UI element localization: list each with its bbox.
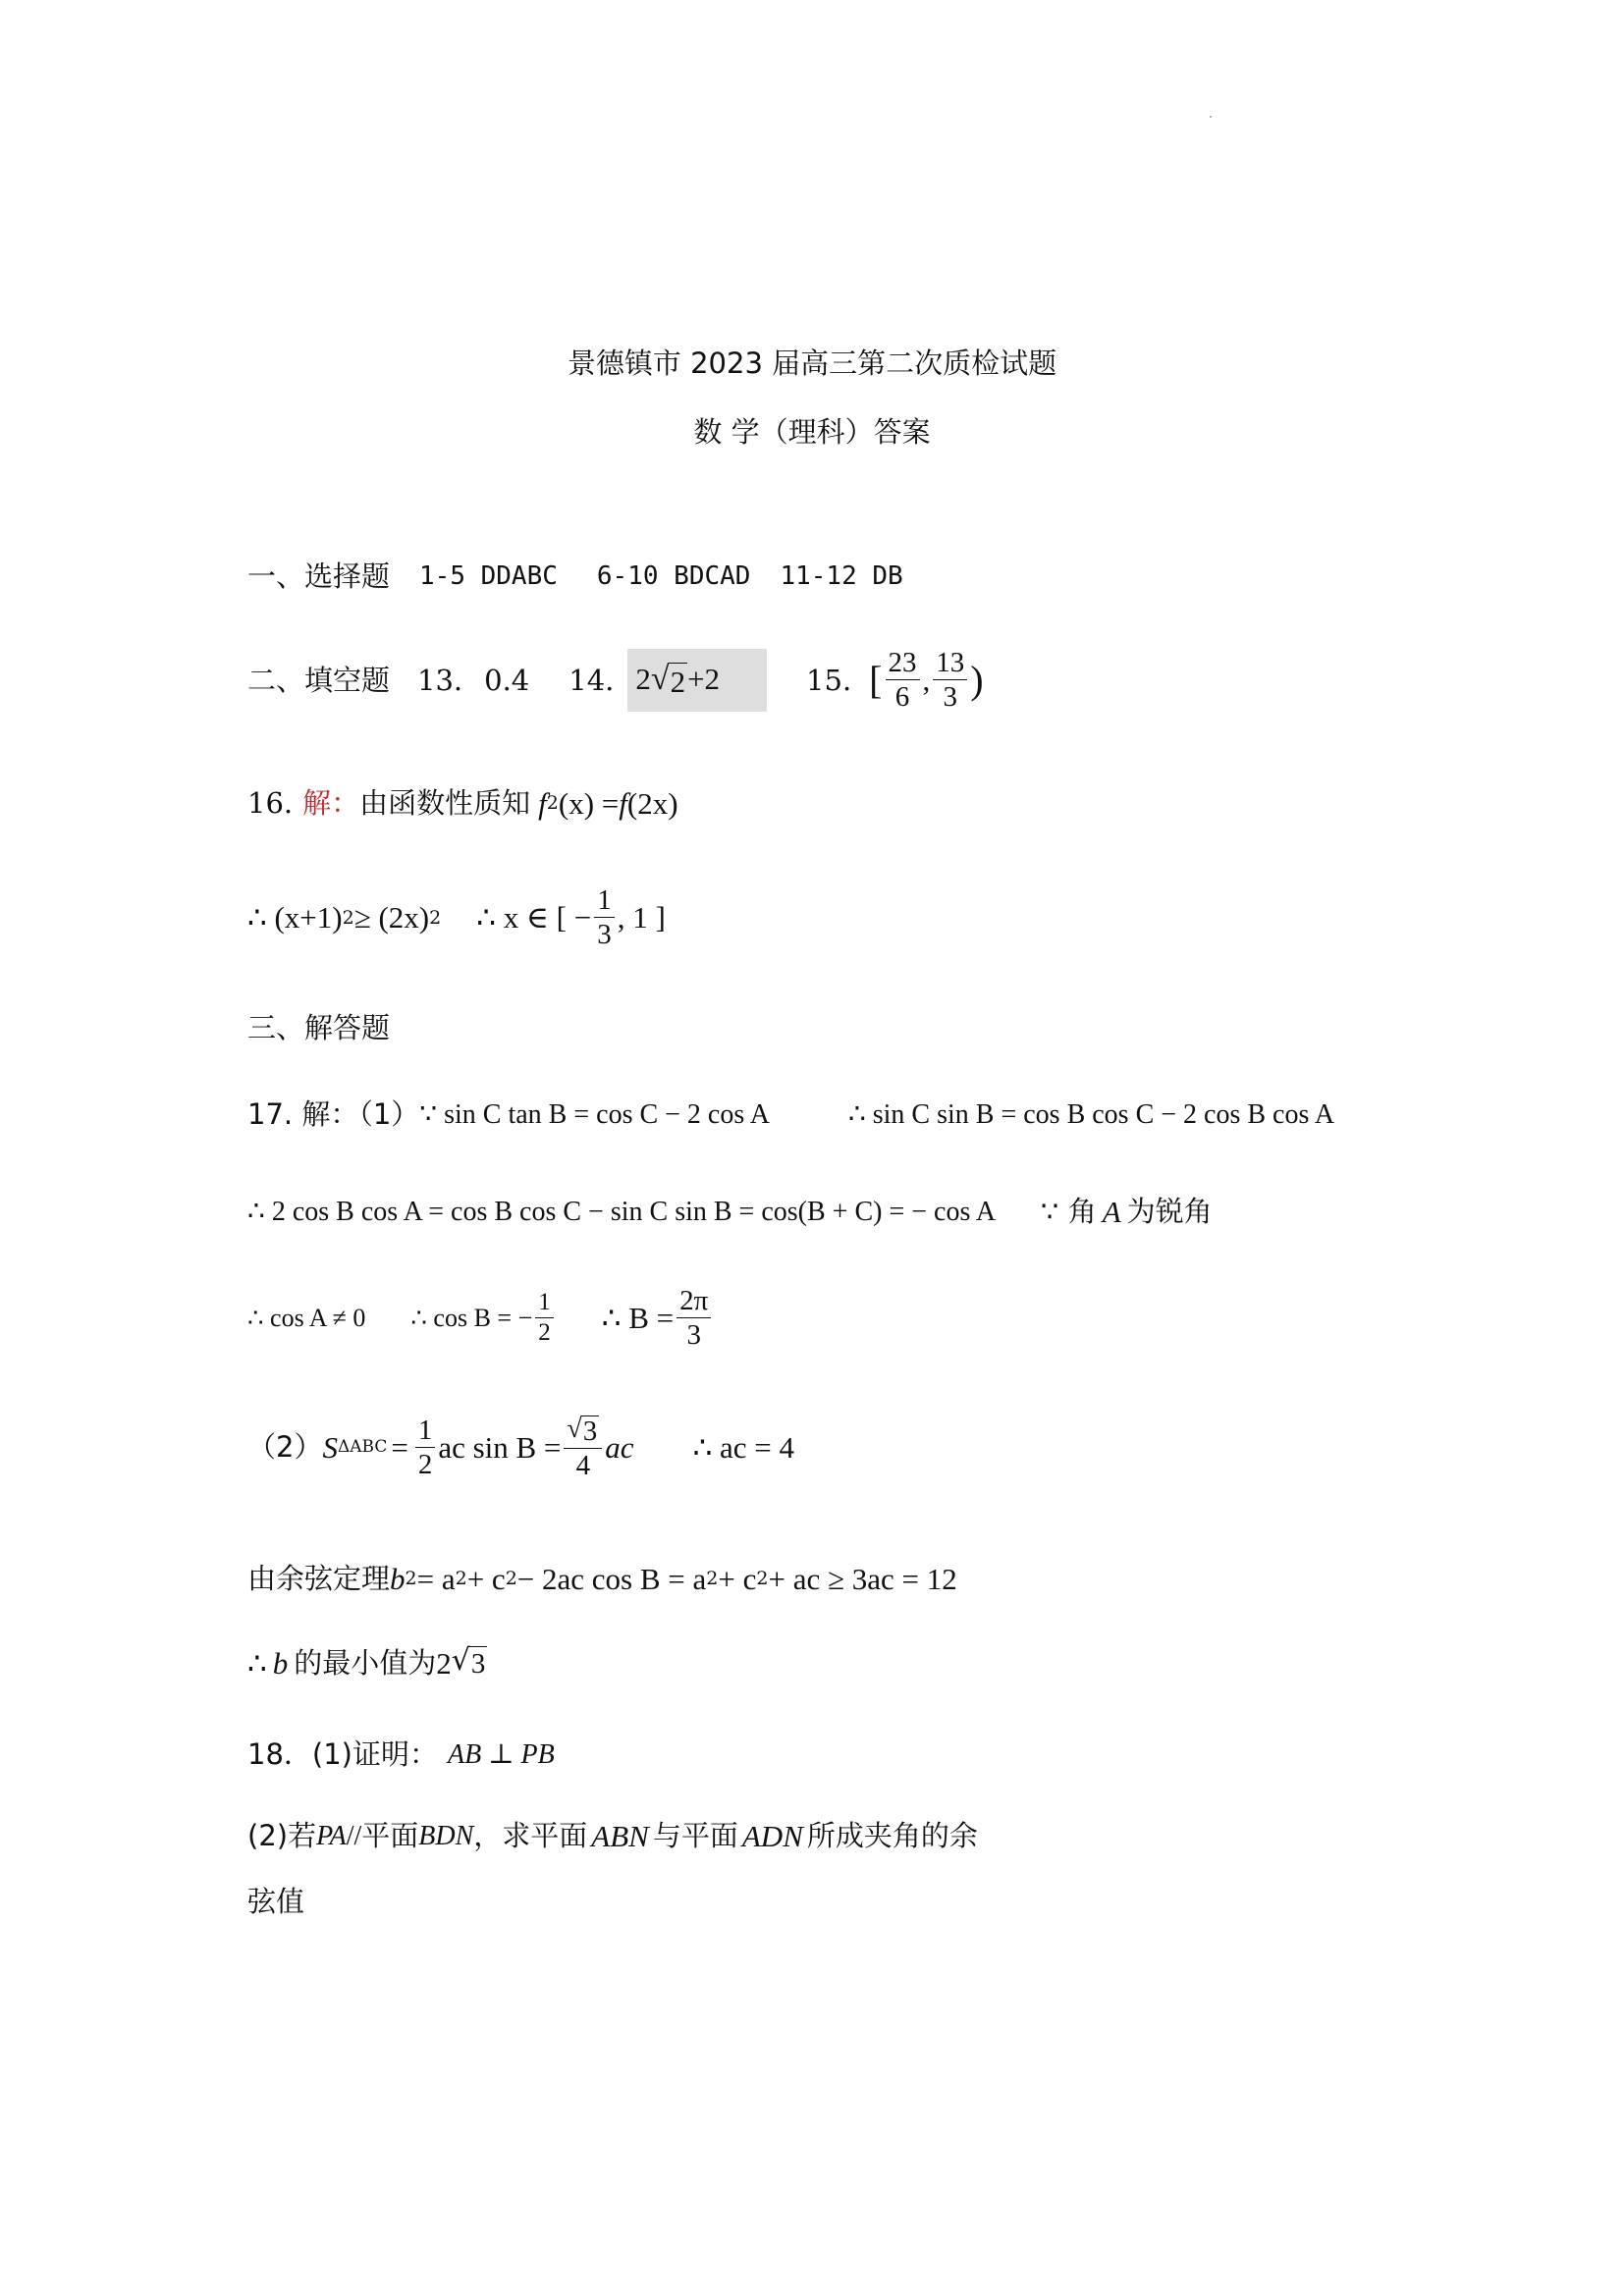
section-label: 二、填空题 [247,663,391,697]
angle-B-fraction: $\frac{2\pi}{3}$ [677,1286,711,1351]
page-title: 景德镇市 2023 届高三第二次质检试题 [567,347,1057,380]
section-solutions [247,1011,390,1045]
q15-fraction-upper: $\frac{13}{3}$ [933,648,967,713]
q14-number: 14. [568,663,615,697]
solution-label: 解： [302,786,360,821]
q15-number: 15. [806,663,852,697]
page-subtitle: 数 学（理科）答案 [693,415,931,449]
answers-11-12: 11-12 DB [780,561,903,591]
q16-fraction: $\frac{1}{3}$ [594,885,615,950]
q18-line-3: 弦值 [247,1885,305,1918]
q17-line-6: ∴ b 的最小值为 2 √ 3 [247,1642,486,1681]
section-fill-in: 二、填空题 13. 0.4 14. 2 √ 2 +2 15. [ $\frac{23}{6}$ , $\frac{13}{3}$ ) [247,647,984,714]
q17-line-2: ∴ 2 cos B cos A = cos B cos C − sin C sin B = cos(B + C) = − cos A ∵ 角 A 为锐角 [247,1195,1213,1229]
sqrt3-over-4-fraction: √ 3 4 [564,1414,602,1481]
q17-line-1: 17. 解：（1） ∵ sin C tan B = cos C − 2 cos A ∴ sin C sin B = cos B cos C − 2 cos B cos A [247,1097,1335,1131]
q16-line-2: ∴ (x+1) 2 ≥ (2x) 2 ∴ x ∈ [ − $\frac{1}{3}$ , 1 ] [247,884,666,951]
answers-1-5: 1-5 DDABC [419,561,558,591]
half-fraction: $\frac{1}{2}$ [415,1415,436,1480]
cosB-fraction: $\frac{1}{2}$ [535,1290,554,1347]
section-label: 一、选择题 [247,560,391,593]
q18-line-2: (2)若 PA // 平面 BDN ，求平面 ABN 与平面 ADN 所成夹角的余 [247,1819,978,1853]
q13-answer: 0.4 [484,663,530,697]
section-label: 三、解答题 [247,1011,391,1044]
q18-line-1: 18．(1)证明： AB ⊥ PB [247,1737,555,1771]
q14-answer-highlight: 2 √ 2 +2 [627,649,767,712]
q13-number: 13. [417,663,463,697]
section-multiple-choice [247,560,903,594]
q17-line-3: ∴ cos A ≠ 0 ∴ cos B = − $\frac{1}{2}$ ∴ B = $\frac{2\pi}{3}$ [247,1286,714,1351]
scan-speck [1210,116,1212,118]
q16-line-1: 16. 解： 由函数性质知 f 2 (x) = f (2x) [247,786,678,821]
q17-line-5: 由余弦定理 b 2 = a 2 + c 2 − 2ac cos B = a 2 + c 2 + ac ≥ 3ac = 12 [247,1562,957,1596]
answers-6-10: 6-10 BDCAD [596,561,751,591]
q15-fraction-lower: $\frac{23}{6}$ [886,648,920,713]
q17-line-4: （2） S ΔABC = $\frac{1}{2}$ ac sin B = √ 3 4 ac ∴ ac = 4 [247,1414,795,1482]
